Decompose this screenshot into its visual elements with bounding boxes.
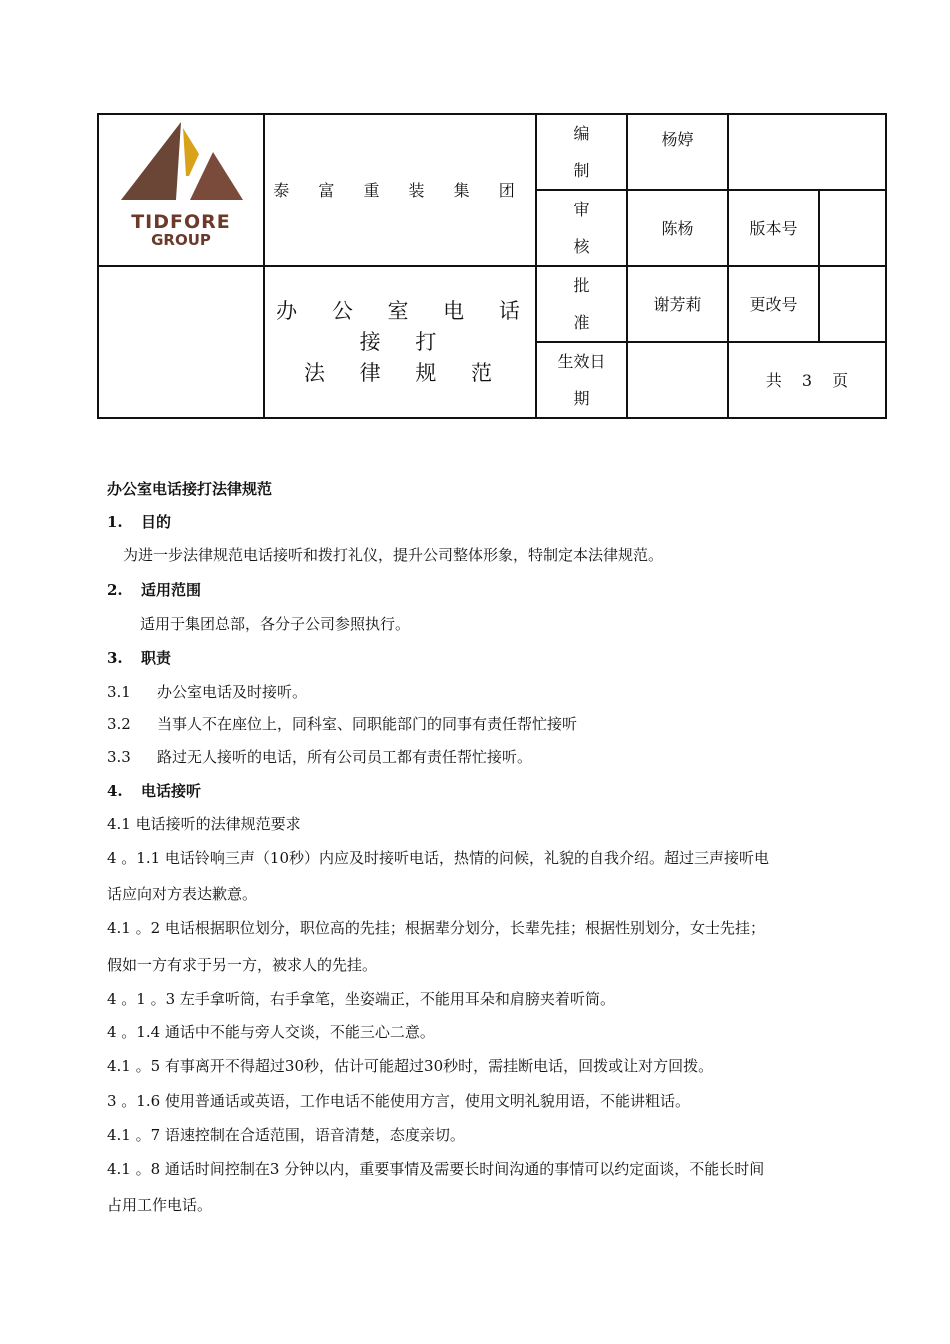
- logo-left-triangle: [121, 122, 181, 200]
- label-effective-date: 生效日期: [536, 342, 627, 418]
- page-count: 共 3 页: [728, 342, 886, 418]
- section-2-heading: 2. 适用范围: [107, 581, 202, 599]
- section-1-text: 为进一步法律规范电话接听和拨打礼仪，提升公司整体形象，特制定本法律规范。: [123, 546, 664, 564]
- value-prepared-extra: [728, 114, 886, 190]
- company-name: 泰 富 重 装 集 团: [264, 114, 536, 266]
- body-title: 办公室电话接打法律规范: [107, 480, 273, 498]
- label-approved: 批准: [536, 266, 627, 342]
- section-3-item-1: 3.1 办公室电话及时接听。: [107, 683, 308, 701]
- blank-logo-below: [98, 266, 264, 418]
- section-4-heading: 4. 电话接听: [107, 782, 202, 800]
- item-line-5: 4 。1 。3 左手拿听筒，右手拿笔，坐姿端正，不能用耳朵和肩膀夹着听筒。: [107, 990, 615, 1008]
- item-line-3: 4.1 。2 电话根据职位划分，职位高的先挂；根据辈分划分，长辈先挂；根据性别划分，女士先挂；: [107, 919, 765, 937]
- item-line-1: 4 。1.1 电话铃响三声（10秒）内应及时接听电话，热情的问候，礼貌的自我介绍。超过三声接听电: [107, 849, 770, 867]
- logo-right-triangle: [190, 152, 243, 200]
- value-reviewed: 陈杨: [627, 190, 728, 266]
- document-title: [264, 266, 536, 418]
- item-line-11: 占用工作电话。: [107, 1196, 213, 1214]
- item-line-9: 4.1 。7 语速控制在合适范围，语音清楚，态度亲切。: [107, 1126, 465, 1144]
- value-version: [819, 190, 886, 266]
- item-line-4: 假如一方有求于另一方，被求人的先挂。: [107, 956, 378, 974]
- section-3-item-3: 3.3 路过无人接听的电话，所有公司员工都有责任帮忙接听。: [107, 748, 533, 766]
- value-approved: 谢芳莉: [627, 266, 728, 342]
- item-line-2: 话应向对方表达歉意。: [107, 885, 258, 903]
- section-2-text: 适用于集团总部，各分子公司参照执行。: [140, 615, 411, 633]
- tidfore-logo: [106, 120, 256, 260]
- item-line-7: 4.1 。5 有事离开不得超过30秒，估计可能超过30秒时，需挂断电话，回拨或让对方回拨。: [107, 1057, 714, 1075]
- value-effective-date: [627, 342, 728, 418]
- logo-cell: [98, 114, 264, 266]
- section-1-heading: 1. 目的: [107, 513, 172, 531]
- item-line-8: 3 。1.6 使用普通话或英语，工作电话不能使用方言，使用文明礼貌用语，不能讲粗话。: [107, 1092, 690, 1110]
- doc-title-line-2: 法 律 规 范: [303, 360, 507, 385]
- section-3-heading: 3. 职责: [107, 649, 172, 667]
- doc-title-line-1: 办 公 室 电 话 接 打: [276, 298, 534, 354]
- logo-gold-triangle: [183, 128, 199, 176]
- section-3-item-2: 3.2 当事人不在座位上，同科室、同职能部门的同事有责任帮忙接听: [107, 715, 578, 733]
- item-line-10: 4.1 。8 通话时间控制在3 分钟以内，重要事情及需要长时间沟通的事情可以约定面谈，不能长时间: [107, 1160, 765, 1178]
- document-header-table: [97, 113, 887, 419]
- logo-brand-text: TIDFORE: [131, 211, 231, 233]
- section-4-1: 4.1 电话接听的法律规范要求: [107, 815, 301, 833]
- item-line-6: 4 。1.4 通话中不能与旁人交谈，不能三心二意。: [107, 1023, 435, 1041]
- value-prepared: 杨婷: [627, 114, 728, 190]
- label-reviewed: 审核: [536, 190, 627, 266]
- label-change: 更改号: [728, 266, 819, 342]
- value-change: [819, 266, 886, 342]
- logo-group-text: GROUP: [151, 231, 211, 249]
- label-prepared: 编制: [536, 114, 627, 190]
- label-version: 版本号: [728, 190, 819, 266]
